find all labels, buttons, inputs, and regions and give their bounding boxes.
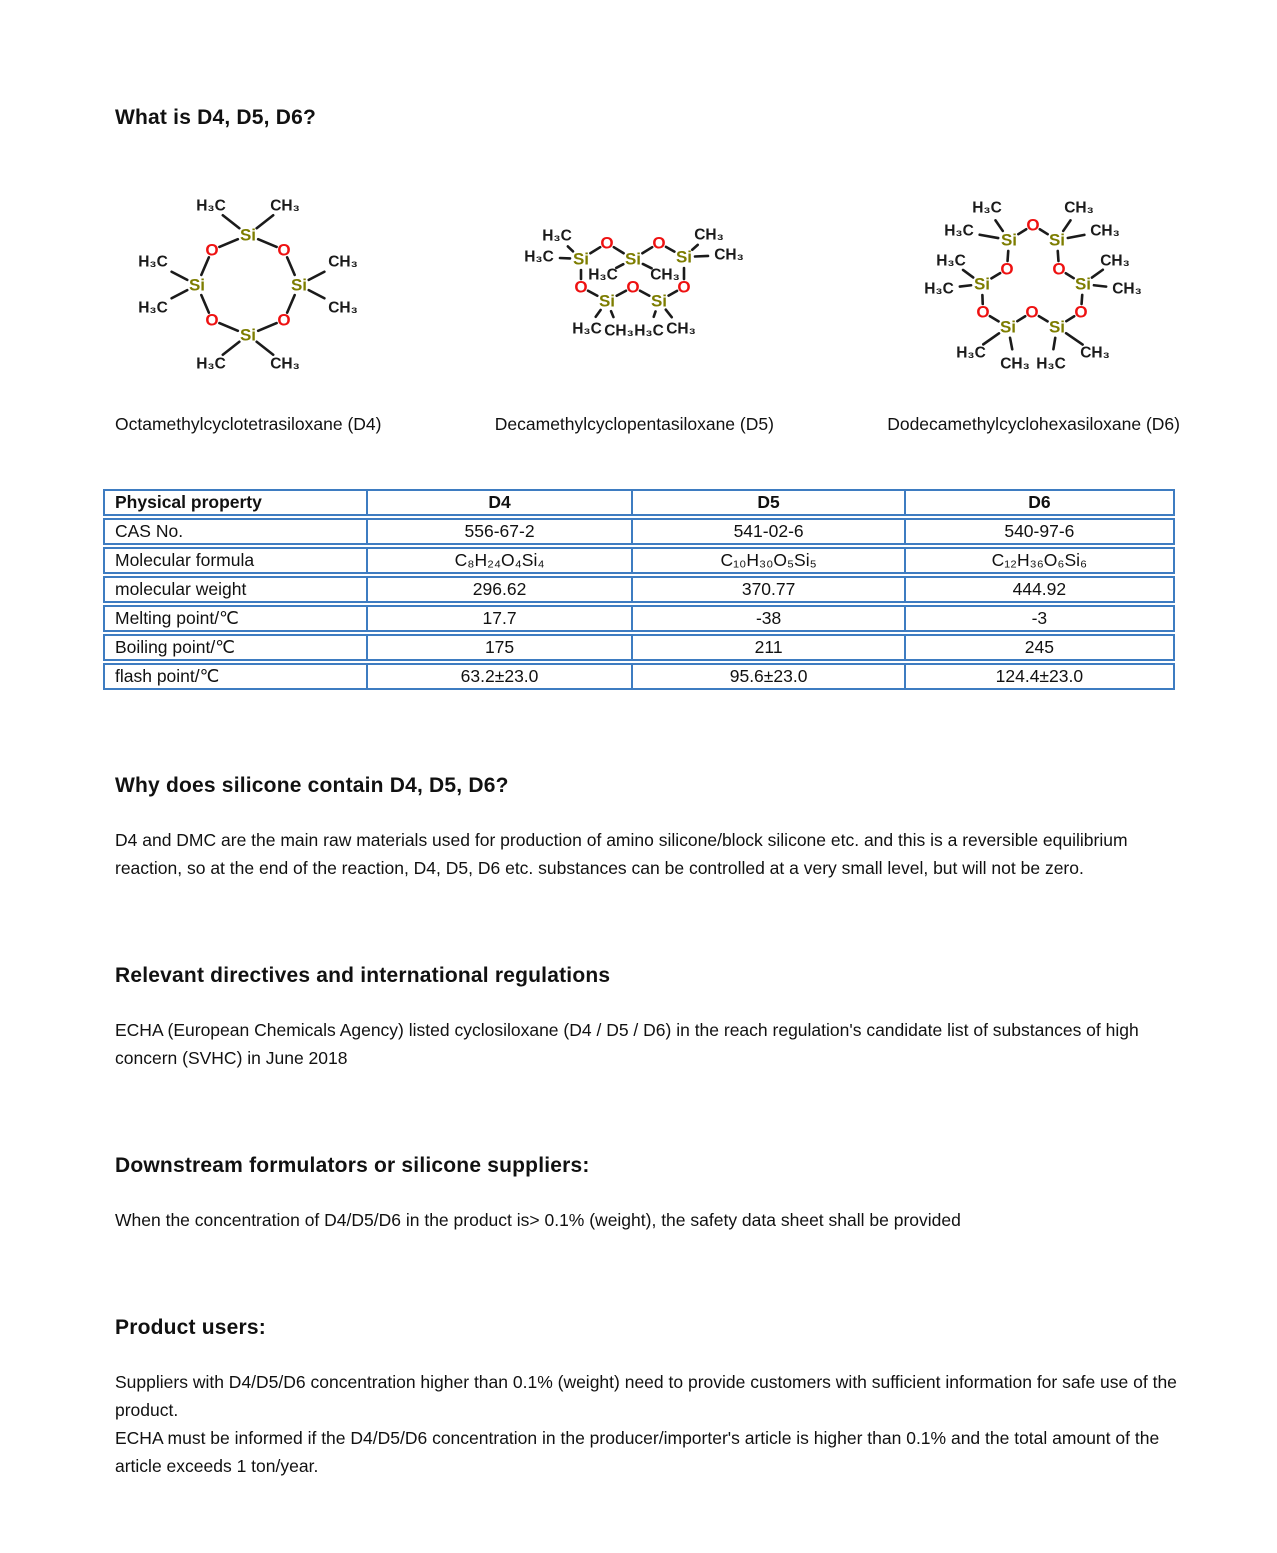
chemical-bond xyxy=(287,257,295,275)
d4-caption: Octamethylcyclotetrasiloxane (D4) xyxy=(115,414,382,434)
methyl-group-label: H₃C xyxy=(971,199,1002,217)
section-downstream-formulators xyxy=(115,1154,1180,1234)
chemical-bond xyxy=(1067,235,1084,238)
property-value-cell: 63.2±23.0 xyxy=(366,663,632,690)
d6-structure-diagram xyxy=(909,195,1159,377)
table-row xyxy=(103,547,1175,574)
chemical-bond xyxy=(257,342,274,355)
methyl-group-label: CH₃ xyxy=(1089,222,1120,240)
property-value-cell: C₈H₂₄O₄Si₄ xyxy=(366,547,632,574)
section-body xyxy=(115,1016,1178,1072)
chemical-bond xyxy=(991,273,1000,278)
table-header-cell: Physical property xyxy=(103,489,366,516)
chemical-bond xyxy=(640,291,649,296)
silicon-atom-label: Si xyxy=(1048,317,1065,337)
property-value-cell: 245 xyxy=(904,634,1175,661)
chemical-bond xyxy=(220,323,238,331)
chemical-bond xyxy=(596,310,601,317)
table-row xyxy=(103,663,1175,690)
d4-figure xyxy=(133,188,363,384)
oxygen-atom-label: O xyxy=(677,277,691,297)
oxygen-atom-label: O xyxy=(626,277,640,297)
chemical-bond xyxy=(591,247,601,253)
methyl-group-label: H₃C xyxy=(572,320,603,338)
property-value-cell: -38 xyxy=(631,605,903,632)
table-header-cell: D5 xyxy=(631,489,903,516)
chemical-bond xyxy=(1094,285,1106,286)
silicon-atom-label: Si xyxy=(676,247,693,267)
methyl-group-label: CH₃ xyxy=(604,322,635,340)
silicon-atom-label: Si xyxy=(1000,230,1017,250)
property-value-cell: -3 xyxy=(904,605,1175,632)
property-value-cell: 370.77 xyxy=(631,576,903,603)
property-value-cell: 124.4±23.0 xyxy=(904,663,1175,690)
chemical-bond xyxy=(666,310,672,318)
section-heading: Relevant directives and international regulations xyxy=(115,964,611,987)
chemical-bond xyxy=(1038,316,1047,321)
oxygen-atom-label: O xyxy=(1051,259,1066,279)
section-body xyxy=(115,1368,1178,1480)
property-name-cell: Melting point/℃ xyxy=(103,605,366,632)
table-row xyxy=(103,605,1175,632)
chemical-bond xyxy=(614,247,624,253)
paragraph: When the concentration of D4/D5/D6 in the product is> 0.1% (weight), the safety data sheet shall be provided xyxy=(115,1210,961,1230)
chemical-bond xyxy=(989,316,998,321)
silicon-atom-label: Si xyxy=(573,249,590,269)
property-value-cell: 541-02-6 xyxy=(631,518,903,545)
silicon-atom-label: Si xyxy=(651,291,668,311)
silicon-atom-label: Si xyxy=(189,275,206,295)
methyl-group-label: CH₃ xyxy=(328,253,359,271)
paragraph: ECHA (European Chemicals Agency) listed cyclosiloxane (D4 / D5 / D6) in the reach regulation's candidate list of substances of high concern (SVHC) in June 2018 xyxy=(115,1020,1139,1068)
property-value-cell: 175 xyxy=(366,634,632,661)
property-value-cell: 444.92 xyxy=(904,576,1175,603)
chemical-bond xyxy=(258,323,276,331)
chemical-bond xyxy=(666,247,674,252)
silicon-atom-label: Si xyxy=(599,291,616,311)
section-heading: Downstream formulators or silicone suppliers: xyxy=(115,1154,590,1177)
methyl-group-label: CH₃ xyxy=(1079,344,1110,362)
methyl-group-label: H₃C xyxy=(1035,355,1066,373)
silicon-atom-label: Si xyxy=(1074,274,1091,294)
methyl-group-label: CH₃ xyxy=(694,227,725,244)
section-body xyxy=(115,826,1178,882)
chemical-bond xyxy=(654,311,656,316)
structures-row xyxy=(115,188,1180,435)
oxygen-atom-label: O xyxy=(277,240,291,260)
oxygen-atom-label: O xyxy=(1025,215,1040,235)
table-row xyxy=(103,634,1175,661)
chemical-bond xyxy=(693,245,698,250)
d5-caption: Decamethylcyclopentasiloxane (D5) xyxy=(494,414,774,434)
chemical-bond xyxy=(1065,273,1073,278)
methyl-group-label: CH₃ xyxy=(1111,280,1142,298)
methyl-group-label: H₃C xyxy=(634,322,665,340)
chemical-bond xyxy=(611,311,613,317)
table-header-cell: D6 xyxy=(904,489,1175,516)
property-name-cell: molecular weight xyxy=(103,576,366,603)
chemical-bond xyxy=(258,239,276,247)
paragraph: D4 and DMC are the main raw materials used for production of amino silicone/block silicone etc. and this is a reversible equilibrium reaction, so at the end of the reaction, D4, D5, D6 etc. substances can be controlled at a very small level, but will not be zero. xyxy=(115,830,1128,878)
property-value-cell: C₁₀H₃₀O₅Si₅ xyxy=(631,547,903,574)
chemical-bond xyxy=(1053,338,1055,349)
oxygen-atom-label: O xyxy=(999,259,1014,279)
chemical-bond xyxy=(643,247,653,253)
methyl-group-label: H₃C xyxy=(923,280,954,298)
chemical-bond xyxy=(202,257,210,275)
methyl-group-label: H₃C xyxy=(196,197,227,215)
page-title: What is D4, D5, D6? xyxy=(115,106,317,129)
silicon-atom-label: Si xyxy=(240,325,257,345)
oxygen-atom-label: O xyxy=(205,240,219,260)
oxygen-atom-label: O xyxy=(600,233,614,253)
oxygen-atom-label: O xyxy=(652,233,666,253)
paragraph: Suppliers with D4/D5/D6 concentration higher than 0.1% (weight) need to provide customers with sufficient information for safe use of the product. xyxy=(115,1372,1177,1420)
silicon-atom-label: Si xyxy=(240,225,257,245)
chemical-bond xyxy=(588,291,597,296)
methyl-group-label: H₃C xyxy=(943,222,974,240)
property-value-cell: 556-67-2 xyxy=(366,518,632,545)
paragraph: ECHA must be informed if the D4/D5/D6 concentration in the producer/importer's article is higher than 0.1% and the total amount of the article exceeds 1 ton/year. xyxy=(115,1428,1160,1476)
chemical-bond xyxy=(309,290,325,298)
methyl-group-label: CH₃ xyxy=(270,355,301,373)
oxygen-atom-label: O xyxy=(975,302,990,322)
methyl-group-label: CH₃ xyxy=(666,320,697,338)
chemical-bond xyxy=(172,290,188,298)
molecule-d4 xyxy=(115,188,381,435)
property-name-cell: CAS No. xyxy=(103,518,366,545)
section-heading: Product users: xyxy=(115,1316,266,1339)
silicon-atom-label: Si xyxy=(973,274,990,294)
chemical-bond xyxy=(963,270,973,278)
methyl-group-label: CH₃ xyxy=(650,266,681,284)
chemical-bond xyxy=(257,215,274,228)
oxygen-atom-label: O xyxy=(1073,302,1088,322)
methyl-group-label: H₃C xyxy=(935,252,966,270)
section-body xyxy=(115,1206,1178,1234)
property-name-cell: flash point/℃ xyxy=(103,663,366,690)
table-header-row xyxy=(103,489,1175,516)
chemical-bond xyxy=(1066,316,1074,321)
methyl-group-label: H₃C xyxy=(196,355,227,373)
property-value-cell: 95.6±23.0 xyxy=(631,663,903,690)
chemical-bond xyxy=(995,220,1002,231)
property-name-cell: Molecular formula xyxy=(103,547,366,574)
chemical-bond xyxy=(172,272,188,280)
silicon-atom-label: Si xyxy=(625,249,642,269)
methyl-group-label: CH₃ xyxy=(714,246,745,264)
physical-properties-table xyxy=(103,487,1175,692)
property-value-cell: 540-97-6 xyxy=(904,518,1175,545)
chemical-bond xyxy=(617,291,626,296)
chemical-bond xyxy=(959,285,970,286)
table-row xyxy=(103,576,1175,603)
molecule-d5 xyxy=(495,188,774,435)
chemical-bond xyxy=(695,256,708,257)
property-value-cell: 296.62 xyxy=(366,576,632,603)
silicon-atom-label: Si xyxy=(1048,230,1065,250)
section-relevant-directives xyxy=(115,964,1180,1072)
property-name-cell: Boiling point/℃ xyxy=(103,634,366,661)
methyl-group-label: H₃C xyxy=(955,344,986,362)
methyl-group-label: H₃C xyxy=(138,299,169,317)
chemical-bond xyxy=(220,239,238,247)
chemical-bond xyxy=(669,291,677,296)
methyl-group-label: CH₃ xyxy=(1063,199,1094,217)
methyl-group-label: CH₃ xyxy=(999,355,1030,373)
chemical-bond xyxy=(1066,333,1083,344)
property-value-cell: 211 xyxy=(631,634,903,661)
d6-caption: Dodecamethylcyclohexasiloxane (D6) xyxy=(887,414,1180,434)
methyl-group-label: CH₃ xyxy=(270,197,301,215)
d5-structure-diagram xyxy=(519,227,749,345)
chemical-bond xyxy=(979,235,998,238)
molecule-d6 xyxy=(887,188,1180,435)
table-header-cell: D4 xyxy=(366,489,632,516)
oxygen-atom-label: O xyxy=(277,310,291,330)
chemical-bond xyxy=(1063,220,1070,231)
d4-structure-diagram xyxy=(133,191,363,381)
chemical-bond xyxy=(223,215,240,228)
d5-figure xyxy=(519,188,749,384)
chemical-bond xyxy=(1010,338,1012,349)
silicon-atom-label: Si xyxy=(291,275,308,295)
section-product-users xyxy=(115,1316,1180,1480)
section-why-silicone-contains-d4-d5-d6 xyxy=(115,774,1180,882)
d6-figure xyxy=(909,188,1159,384)
property-value-cell: 17.7 xyxy=(366,605,632,632)
oxygen-atom-label: O xyxy=(574,277,588,297)
chemical-bond xyxy=(1017,316,1025,321)
chemical-bond xyxy=(309,272,325,280)
section-heading: Why does silicone contain D4, D5, D6? xyxy=(115,774,509,797)
table-row xyxy=(103,518,1175,545)
methyl-group-label: H₃C xyxy=(138,253,169,271)
chemical-bond xyxy=(1092,270,1103,278)
chemical-bond xyxy=(1039,229,1047,234)
oxygen-atom-label: O xyxy=(205,310,219,330)
methyl-group-label: H₃C xyxy=(588,266,619,284)
silicon-atom-label: Si xyxy=(999,317,1016,337)
properties-table-body xyxy=(103,518,1175,690)
chemical-bond xyxy=(983,333,999,344)
chemical-bond xyxy=(223,342,240,355)
property-value-cell: C₁₂H₃₆O₆Si₆ xyxy=(904,547,1175,574)
methyl-group-label: H₃C xyxy=(524,248,555,266)
methyl-group-label: CH₃ xyxy=(1099,252,1130,270)
oxygen-atom-label: O xyxy=(1024,302,1039,322)
methyl-group-label: CH₃ xyxy=(328,299,359,317)
methyl-group-label: H₃C xyxy=(542,227,573,245)
chemical-bond xyxy=(1018,229,1026,234)
